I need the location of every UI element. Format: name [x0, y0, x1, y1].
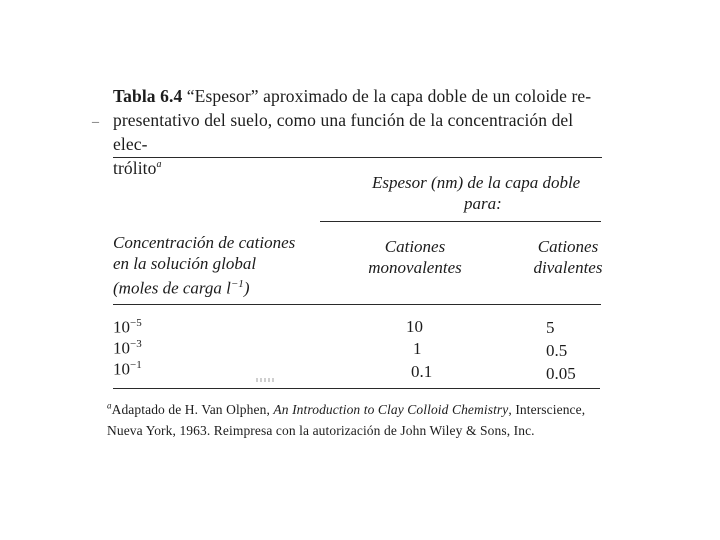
monovalent-value: 1 — [413, 339, 422, 358]
caption-text-3: trólito — [113, 158, 157, 178]
row-header-line-3 — [113, 274, 249, 299]
divalent-value: 0.5 — [546, 341, 568, 360]
caption-text-1: “Espesor” aproximado de la capa doble de un coloide re- — [186, 86, 592, 106]
table-bottom-rule — [113, 388, 600, 389]
table-footnote — [107, 399, 607, 441]
concentration-base: 10 — [113, 359, 130, 379]
concentration-base: 10 — [113, 338, 130, 358]
row-header-line-3-text: (moles de carga l — [113, 278, 231, 298]
table-caption — [113, 84, 608, 180]
footnote-book-title: An Introduction to Clay Colloid Chemistry — [273, 402, 509, 417]
concentration-base: 10 — [113, 317, 130, 337]
concentration-exponent: −5 — [130, 317, 142, 329]
header-bottom-rule — [113, 304, 601, 305]
print-smudge — [256, 378, 274, 382]
footnote-text-1: Adaptado de H. Van Olphen, — [111, 402, 274, 417]
col-monovalent-header-line-1: Cationes — [384, 237, 446, 256]
divalent-value: 0.05 — [546, 364, 576, 383]
stray-mark: _ — [92, 110, 99, 125]
col-monovalent-header-line-2: monovalentes — [368, 258, 462, 277]
group-header-line-1: Espesor (nm) de la capa doble — [372, 173, 581, 192]
group-header-rule — [320, 221, 601, 222]
caption-line-1 — [113, 84, 608, 108]
row-header-line-3-close: ) — [243, 278, 250, 298]
monovalent-value: 0.1 — [411, 362, 433, 381]
concentration-cell — [113, 355, 142, 380]
row-header-line-3-exponent: −1 — [230, 278, 244, 290]
monovalent-value: 10 — [406, 317, 423, 336]
concentration-exponent: −1 — [130, 359, 142, 371]
footnote-text-2: , Interscience, — [508, 402, 586, 417]
caption-footnote-marker: a — [156, 159, 162, 171]
concentration-exponent: −3 — [130, 338, 142, 350]
footnote-line-2: Nueva York, 1963. Reimpresa con la autorización de John Wiley & Sons, Inc. — [107, 423, 535, 438]
group-header-line-2: para: — [464, 194, 502, 213]
caption-line-2: presentativo del suelo, como una función de la concentración del elec- — [113, 110, 574, 154]
divalent-value: 5 — [546, 318, 555, 337]
row-header-line-2: en la solución global — [113, 254, 257, 273]
row-header-line-1: Concentración de cationes — [113, 233, 296, 252]
caption-label: Tabla 6.4 — [113, 86, 183, 106]
col-divalent-header-line-2: divalentes — [533, 258, 603, 277]
footnote-marker: a — [107, 400, 112, 411]
footnote-line-1 — [107, 399, 607, 420]
table-top-rule — [113, 157, 602, 158]
col-divalent-header-line-1: Cationes — [537, 237, 599, 256]
